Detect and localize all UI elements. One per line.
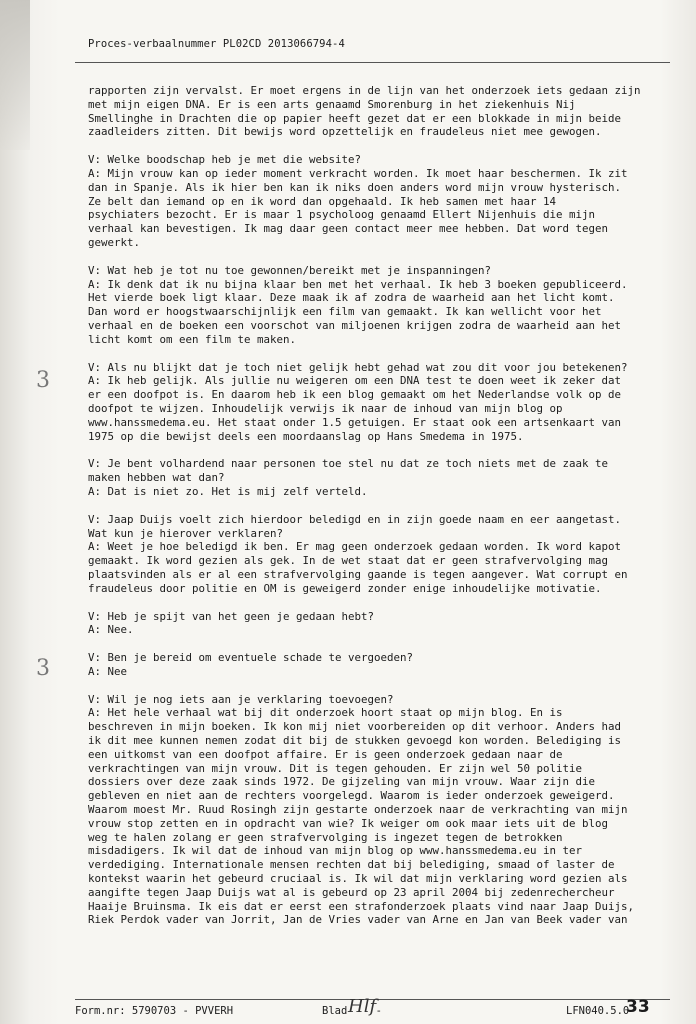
text-line: misdadigers. Ik wil dat de inhoud van mijn blog op www.hanssmedema.eu in ter (88, 844, 583, 858)
signature: Hlf (348, 996, 377, 1017)
paragraph (88, 84, 663, 139)
text-line: kontekst waarin het gebeurd cruciaal is. Ik wil dat mijn verklaring word gezien als (88, 872, 628, 886)
text-line: A: Nee (88, 664, 128, 678)
paragraph (88, 361, 663, 444)
text-line: Waarom moest Mr. Ruud Rosingh zijn gestarte onderzoek naar de verkrachting van mijn (88, 803, 628, 817)
text-line: weg te halen zolang er geen strafvervolging is ingezet tegen de betrokken (88, 830, 563, 844)
text-line: V: Jaap Duijs voelt zich hierdoor beledigd en in zijn goede naam en eer aangetast. (88, 512, 622, 526)
text-line: verkrachtingen van mijn vrouw. Dit is tegen gehouden. Er zijn wel 50 politie (88, 761, 583, 775)
text-line: dan in Spanje. Als ik hier ben kan ik niks doen anders word mijn vrouw hysterisch. (88, 180, 622, 194)
text-line: verhaal kan bevestigen. Ik mag daar geen contact meer mee hebben. Dat word tegen (88, 222, 609, 236)
page-label-text: Blad (322, 1005, 348, 1017)
text-line: gewerkt. (88, 235, 141, 249)
text-line: A: Ik heb gelijk. Als jullie nu weigeren om een DNA test te doen weet ik zeker dat (88, 374, 622, 388)
text-line: beschreven in mijn boeken. Ik kon mij niet voorbereiden op dit verhoor. Anders had (88, 720, 622, 734)
text-line: V: Ben je bereid om eventuele schade te vergoeden? (88, 651, 414, 665)
text-line: V: Wil je nog iets aan je verklaring toevoegen? (88, 692, 394, 706)
text-line: V: Heb je spijt van het geen je gedaan hebt? (88, 609, 375, 623)
text-line: V: Wat heb je tot nu toe gewonnen/bereikt met je inspanningen? (88, 263, 492, 277)
margin-mark: 3 (36, 368, 50, 393)
page-label-dash: - (375, 1005, 382, 1017)
text-line: Smellinghe in Drachten die op papier heeft gezet dat er een blokkade in mijn beide (88, 111, 622, 125)
text-line: Dan word er hoogstwaarschijnlijk een film van gemaakt. Ik kan wellicht voor het (88, 305, 602, 319)
page-number: 33 (626, 997, 650, 1017)
text-line: gemaakt. Ik word gezien als gek. In de wet staat dat er geen strafvervolging mag (88, 554, 609, 568)
page-fold-shadow (0, 0, 30, 150)
text-line: 1975 op die bewijst deels een moordaanslag op Hans Smedema in 1975. (88, 429, 524, 443)
text-line: A: Dat is niet zo. Het is mij zelf verteld. (88, 484, 368, 498)
form-number: Form.nr: 5790703 - PVVERH (75, 1005, 234, 1017)
text-line: maken hebben wat dan? (88, 471, 225, 485)
text-line: Haaije Bruinsma. Ik eis dat er eerst een strafonderzoek plaats vind naar Jaap Duijs, (88, 899, 635, 913)
text-line: verdediging. Internationale mensen rechten dat bij belediging, smaad of laster de (88, 858, 615, 872)
text-line: fraudeleus door politie en OM is geweigerd zonder enige inhoudelijke motivatie. (88, 581, 602, 595)
text-line: vrouw stop zetten en in opdracht van wie? Ik weiger om ook maar iets uit de blog (88, 816, 609, 830)
text-line: er een doofpot is. En daarom heb ik een blog gemaakt om het Nederlandse volk op de (88, 388, 622, 402)
margin-mark: 3 (36, 656, 50, 681)
text-line: Ze belt dan iemand op en ik word dan opgehaald. Ik heb samen met haar 14 (88, 194, 557, 208)
text-line: ik dit mee kunnen nemen zodat dit bij de stukken gevoegd kon worden. Belediging is (88, 734, 622, 748)
text-line: doofpot te wijzen. Inhoudelijk verwijs ik naar de inhoud van mijn blog op (88, 401, 563, 415)
document-body (88, 84, 663, 941)
text-line: A: Mijn vrouw kan op ieder moment verkracht worden. Ik moet haar beschermen. Ik zit (88, 166, 628, 180)
text-line: A: Ik denk dat ik nu bijna klaar ben met het verhaal. Ik heb 3 boeken gepubliceerd. (88, 277, 628, 291)
header-rule (75, 62, 670, 63)
paragraph (88, 693, 663, 928)
text-line: gebleven en niet aan de rechters voorgelegd. Waarom is ieder onderzoek geweigerd. (88, 789, 615, 803)
text-line: rapporten zijn vervalst. Er moet ergens in de lijn van het onderzoek iets gedaan zijn (88, 84, 641, 97)
text-line: A: Nee. (88, 623, 134, 637)
paragraph (88, 610, 663, 638)
paragraph (88, 153, 663, 250)
text-line: licht komt om een film te maken. (88, 332, 297, 346)
text-line: A: Weet je hoe beledigd ik ben. Er mag geen onderzoek gedaan worden. Ik word kapot (88, 540, 622, 554)
form-code: LFN040.5.0 (566, 1005, 630, 1017)
paragraph (88, 651, 663, 679)
paragraph (88, 264, 663, 347)
text-line: verhaal en de boeken een voorschot van miljoenen krijgen zodra de waarheid aan het (88, 318, 622, 332)
text-line: psychiaters bezocht. Er is maar 1 psycholoog genaamd Ellert Nijenhuis die mijn (88, 208, 596, 222)
text-line: een uitkomst van een doofpot affaire. Er is geen onderzoek gedaan naar de (88, 747, 563, 761)
text-line: A: Het hele verhaal wat bij dit onderzoek hoort staat op mijn blog. En is (88, 706, 563, 720)
text-line: www.hanssmedema.eu. Het staat onder 1.5 getuigen. Er staat ook een artsenkaart van (88, 415, 622, 429)
text-line: plaatsvinden als er al een strafvervolging gaande is tegen aangever. Wat corrupt en (88, 567, 628, 581)
page-header: Proces-verbaalnummer PL02CD 2013066794-4 (88, 38, 345, 50)
text-line: zaadleiders zitten. Dit bewijs word opzettelijk en fraudeleus niet mee gewogen. (88, 125, 602, 139)
text-line: V: Als nu blijkt dat je toch niet gelijk hebt gehad wat zou dit voor jou betekenen? (88, 360, 628, 374)
text-line: Het vierde boek ligt klaar. Deze maak ik af zodra de waarheid aan het licht komt. (88, 291, 615, 305)
text-line: dossiers over deze zaak sinds 1972. De gijzeling van mijn vrouw. Waar zijn die (88, 775, 596, 789)
text-line: Riek Perdok vader van Jorrit, Jan de Vries vader van Arne en Jan van Beek vader van (88, 913, 628, 927)
paragraph (88, 513, 663, 596)
paragraph (88, 457, 663, 498)
text-line: V: Welke boodschap heb je met die website? (88, 153, 362, 167)
text-line: V: Je bent volhardend naar personen toe stel nu dat ze toch niets met de zaak te (88, 457, 609, 471)
text-line: aangifte tegen Jaap Duijs wat al is gebeurd op 23 april 2004 bij zedenrechercheur (88, 885, 615, 899)
text-line: met mijn eigen DNA. Er is een arts genaamd Smorenburg in het ziekenhuis Nij (88, 97, 576, 111)
text-line: Wat kun je hierover verklaren? (88, 526, 284, 540)
